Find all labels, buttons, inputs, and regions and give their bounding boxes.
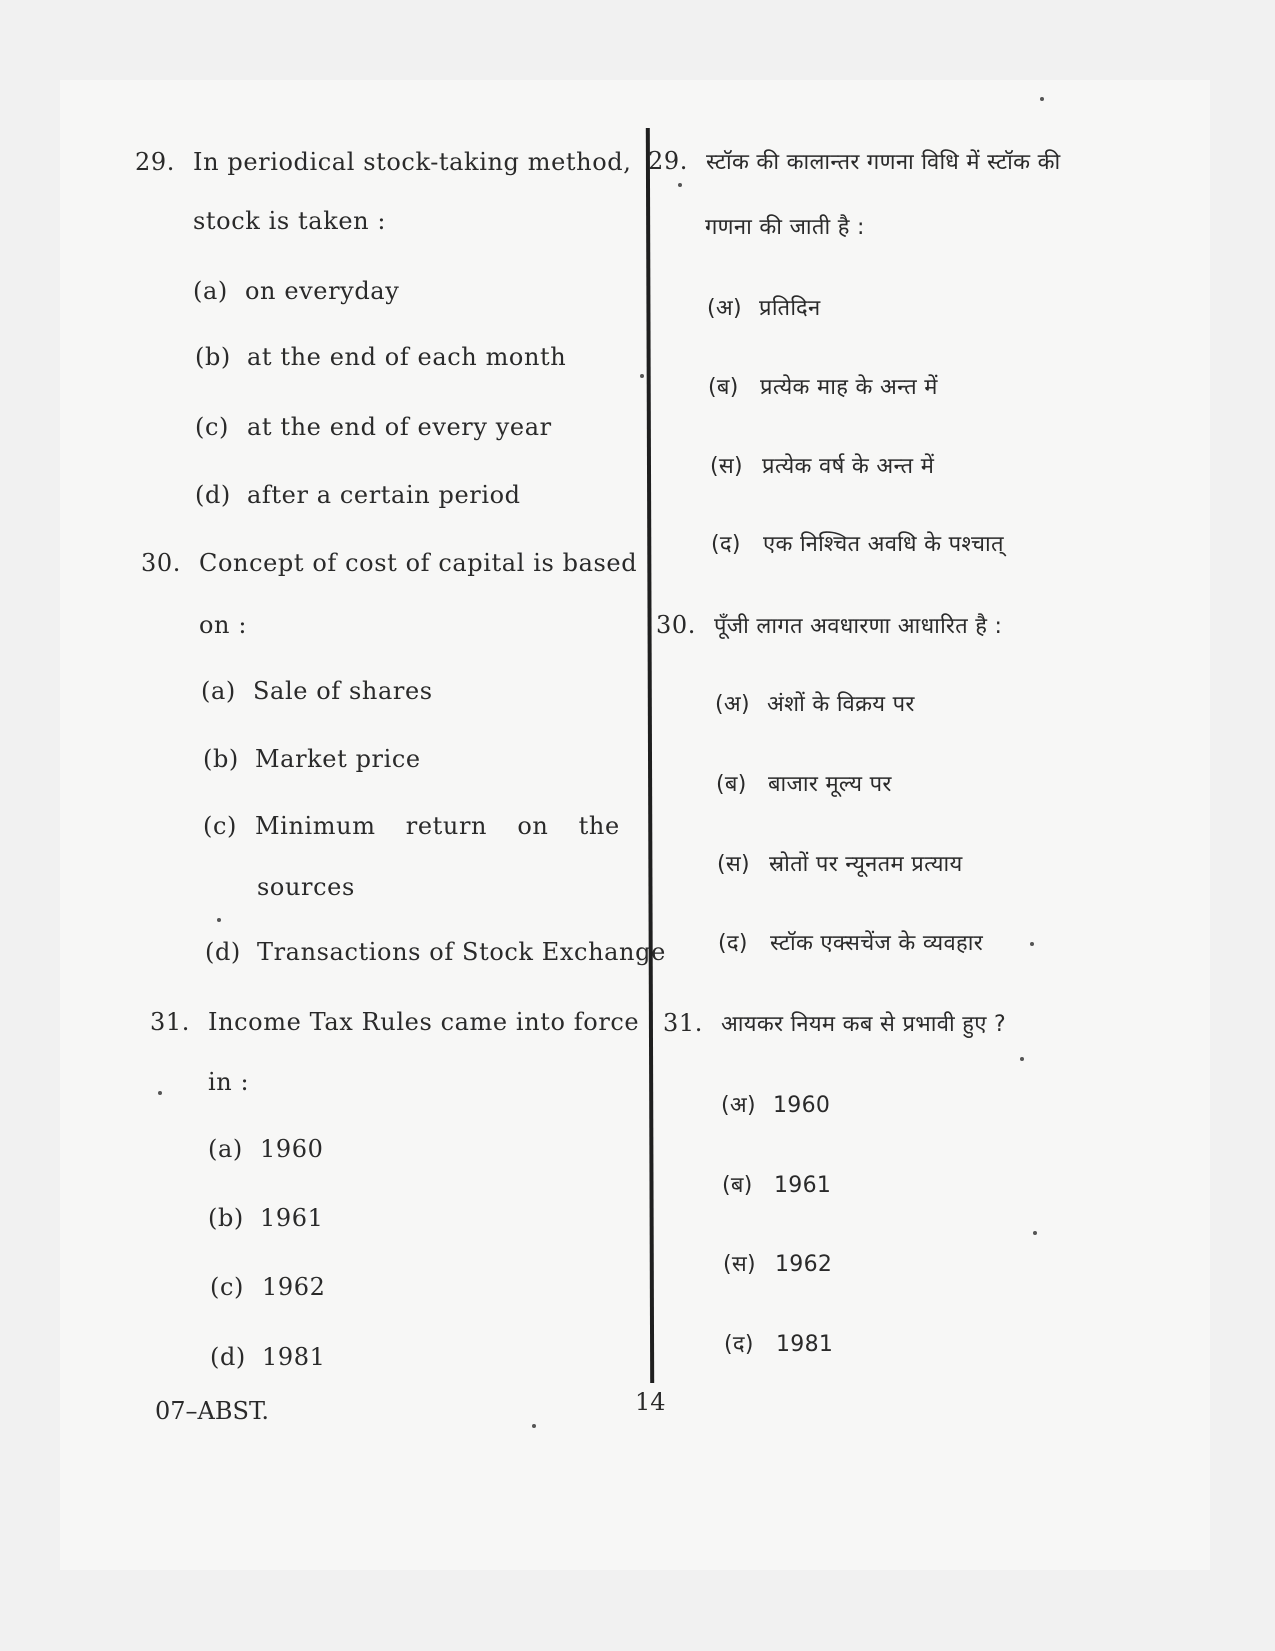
scan-speck [532, 1424, 536, 1428]
option-29d-en: (d) after a certain period [195, 481, 521, 509]
option-30b-hi: (ब) बाजार मूल्य पर [716, 772, 892, 797]
question-31-en-cont: in : [208, 1068, 250, 1096]
question-number: 30. [141, 549, 181, 577]
option-31a-en: (a) 1960 [208, 1135, 324, 1163]
option-31b-en: (b) 1961 [208, 1204, 324, 1232]
scan-speck [1033, 1231, 1037, 1235]
question-30-en [141, 549, 637, 577]
question-29-en [135, 148, 631, 176]
paper-code: 07–ABST. [155, 1397, 270, 1425]
option-29c-hi: (स) प्रत्येक वर्ष के अन्त में [710, 454, 935, 479]
question-text: Income Tax Rules came into force [208, 1008, 640, 1036]
question-text: आयकर नियम कब से प्रभावी हुए ? [721, 1012, 1006, 1037]
option-30c-hi: (स) स्रोतों पर न्यूनतम प्रत्याय [717, 852, 963, 877]
option-30a-en: (a) Sale of shares [201, 677, 433, 705]
question-number: 31. [150, 1008, 190, 1036]
question-number: 31. [663, 1009, 703, 1037]
scan-speck [217, 918, 221, 922]
option-31c-hi: (स) 1962 [723, 1252, 833, 1277]
question-text: In periodical stock-taking method, [193, 148, 632, 176]
question-text: स्टॉक की कालान्तर गणना विधि में स्टॉक की [706, 150, 1061, 175]
question-29-hi-cont: गणना की जाती है : [705, 215, 865, 240]
scan-speck [1030, 942, 1034, 946]
option-31b-hi: (ब) 1961 [722, 1173, 832, 1198]
option-30d-hi: (द) स्टॉक एक्सचेंज के व्यवहार [718, 931, 983, 956]
question-30-hi [656, 610, 1002, 640]
scan-speck [1040, 97, 1044, 101]
question-29-en-cont: stock is taken : [193, 207, 387, 235]
option-29a-en: (a) on everyday [193, 277, 400, 305]
option-30c-en: (c) Minimum return on the [203, 812, 620, 840]
scan-speck [640, 374, 644, 378]
scan-speck [678, 183, 682, 187]
option-30b-en: (b) Market price [203, 745, 421, 773]
option-29a-hi: (अ) प्रतिदिन [707, 296, 821, 321]
question-29-hi [648, 146, 1060, 176]
option-31d-en: (d) 1981 [210, 1343, 326, 1371]
option-30c-en-cont: sources [257, 873, 355, 901]
question-text: Concept of cost of capital is based [199, 549, 638, 577]
option-29b-en: (b) at the end of each month [195, 343, 567, 371]
option-29d-hi: (द) एक निश्चित अवधि के पश्चात् [711, 532, 1004, 557]
page-number: 14 [635, 1388, 666, 1416]
question-number: 29. [135, 148, 175, 176]
question-30-en-cont: on : [199, 611, 248, 639]
option-31d-hi: (द) 1981 [724, 1332, 834, 1357]
option-29b-hi: (ब) प्रत्येक माह के अन्त में [708, 375, 938, 400]
question-number: 30. [656, 611, 696, 639]
option-30d-en: (d) Transactions of Stock Exchange [205, 938, 666, 966]
question-number: 29. [648, 147, 688, 175]
question-31-en [150, 1008, 639, 1036]
scan-speck [1020, 1057, 1024, 1061]
question-31-hi [663, 1008, 1006, 1038]
scan-speck [158, 1091, 162, 1095]
option-29c-en: (c) at the end of every year [195, 413, 552, 441]
option-31a-hi: (अ) 1960 [721, 1093, 831, 1118]
question-text: पूँजी लागत अवधारणा आधारित है : [714, 614, 1003, 639]
option-30a-hi: (अ) अंशों के विक्रय पर [715, 692, 915, 717]
option-31c-en: (c) 1962 [210, 1273, 326, 1301]
